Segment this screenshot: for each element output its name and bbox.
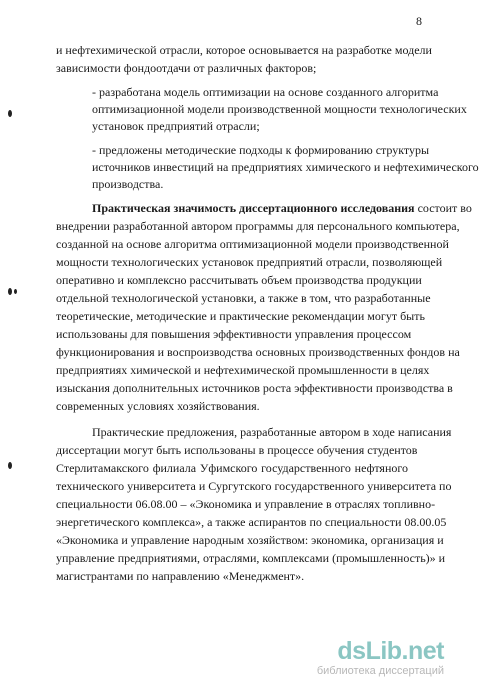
list-item-line: оптимизационной модели производственной мощности технологических [92, 102, 467, 116]
text-line: использованы для повышения эффективности управления процессом [56, 327, 412, 341]
list-item-line: источников инвестиций на предприятиях химического и нефтехимического [92, 160, 479, 174]
text-line: предприятиях химической и нефтехимической промышленности в целях [56, 363, 430, 377]
text-line: созданной на основе алгоритма оптимизационной модели производственной [56, 237, 449, 251]
text-line: управление предприятиями, отраслями, комплексами (промышленность)» и [56, 551, 446, 565]
text-line: и нефтехимической отрасли, которое основывается на разработке модели [56, 43, 432, 57]
text-line: «Экономика и управление народным хозяйством: экономика, организация и [56, 533, 444, 547]
list-item-line: - предложены методические подходы к формированию структуры [92, 143, 430, 157]
text-line: технического университета и Сургутского государственного университета по [56, 479, 452, 493]
text-line: оперативно и комплексно рассчитывать объем производства продукции [56, 273, 422, 287]
text-line: отдельной технологической установки, а также в том, что разработанные [56, 291, 431, 305]
section-heading: Практическая значимость диссертационного исследования [92, 201, 415, 215]
text-line: функционирования и воспроизводства основных производственных фондов на [56, 345, 460, 359]
text-line: современных условиях хозяйствования. [56, 399, 260, 413]
text-line: магистрантами по направлению «Менеджмент». [56, 569, 305, 583]
watermark-logo: dsLib.net [337, 637, 444, 665]
text-line: состоит во [417, 201, 472, 215]
text-line: зависимости фондоотдачи от различных факторов; [56, 61, 317, 75]
text-line: диссертации могут быть использованы в процессе обучения студентов [56, 443, 418, 457]
page-number: 8 [416, 14, 422, 28]
text-line: изыскания дополнительных источников роста эффективности производства в [56, 381, 453, 395]
text-line: Стерлитамакского филиала Уфимского государственного нефтяного [56, 461, 408, 475]
paragraph-first-line: Практические предложения, разработанные автором в ходе написания [92, 425, 452, 439]
text-line: специальности 06.08.00 – «Экономика и управление в отраслях топливно- [56, 497, 436, 511]
scan-mark [8, 288, 12, 295]
scan-mark [8, 110, 12, 117]
list-item-line: установок предприятий отрасли; [92, 119, 260, 133]
text-line: теоретические, методические и практические рекомендации могут быть [56, 309, 425, 323]
text-line: энергетического комплекса», а также аспирантов по специальности 08.00.05 [56, 515, 447, 529]
dslib-watermark [316, 636, 444, 684]
watermark-subtitle: библиотека диссертаций [316, 665, 444, 677]
scan-mark [14, 289, 17, 294]
text-line: внедрении разработанной автором программы для персонального компьютера, [56, 219, 460, 233]
paragraph-first-line [92, 200, 472, 217]
scan-mark [8, 462, 12, 469]
list-item-line: производства. [92, 177, 164, 191]
list-item-line: - разработана модель оптимизации на основе созданного алгоритма [92, 85, 439, 99]
text-line: мощности технологических установок предприятий отрасли, позволяющей [56, 255, 443, 269]
